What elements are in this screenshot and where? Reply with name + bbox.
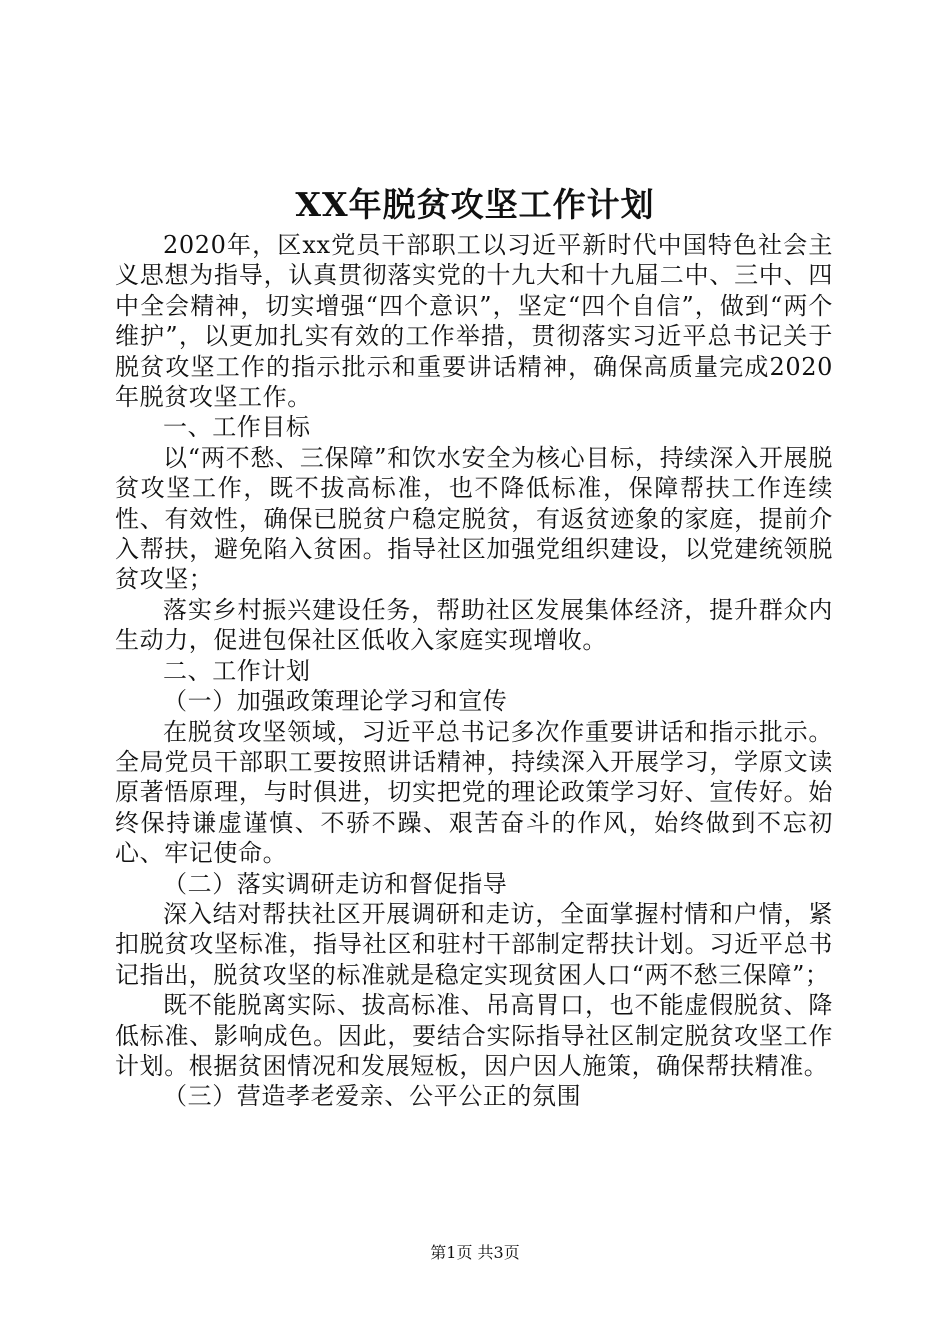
subsection-heading-2: （二）落实调研走访和督促指导 — [163, 869, 508, 898]
subsection-heading-1: （一）加强政策理论学习和宣传 — [163, 687, 508, 716]
plan-paragraph-1: 在脱贫攻坚领域，习近平总书记多次作重要讲话和指示批示。全局党员干部职工要按照讲话精神，持续深入开展学习，学原文读原著悟原理，与时俱进，切实把党的理论政策学习好、宣传好。始终保持谦虚谨慎、不骄不躁、艰苦奋斗的作风，始终做到不忘初心、牢记使命。 — [115, 717, 833, 868]
subsection-heading-3: （三）营造孝老爱亲、公平公正的氛围 — [163, 1082, 582, 1111]
plan-paragraph-3: 既不能脱离实际、拔高标准、吊高胃口，也不能虚假脱贫、降低标准、影响成色。因此，要结合实际指导社区制定脱贫攻坚工作计划。根据贫困情况和发展短板，因户因人施策，确保帮扶精准。 — [115, 991, 833, 1080]
document-body — [115, 230, 833, 1112]
goals-paragraph-2: 落实乡村振兴建设任务，帮助社区发展集体经济，提升群众内生动力，促进包保社区低收入家庭实现增收。 — [115, 595, 833, 655]
document-title: XX年脱贫攻坚工作计划 — [295, 185, 655, 224]
section-heading-goals: 一、工作目标 — [163, 413, 311, 442]
section-heading-plan: 二、工作计划 — [163, 656, 311, 685]
goals-paragraph-1: 以“两不愁、三保障”和饮水安全为核心目标，持续深入开展脱贫攻坚工作，既不拔高标准，也不降低标准，保障帮扶工作连续性、有效性，确保已脱贫户稳定脱贫，有返贫迹象的家庭，提前介入帮扶，避免陷入贫困。指导社区加强党组织建设，以党建统领脱贫攻坚； — [115, 443, 833, 594]
intro-paragraph: 2020年，区xx党员干部职工以习近平新时代中国特色社会主义思想为指导，认真贯彻落实党的十九大和十九届二中、三中、四中全会精神，切实增强“四个意识”，坚定“四个自信”，做到“两个维护”，以更加扎实有效的工作举措，贯彻落实习近平总书记关于脱贫攻坚工作的指示批示和重要讲话精神，确保高质量完成2020年脱贫攻坚工作。 — [115, 231, 833, 412]
page-footer: 第1页 共3页 — [430, 1243, 520, 1262]
plan-paragraph-2: 深入结对帮扶社区开展调研和走访，全面掌握村情和户情，紧扣脱贫攻坚标准，指导社区和驻村干部制定帮扶计划。习近平总书记指出，脱贫攻坚的标准就是稳定实现贫困人口“两不愁三保障”； — [115, 899, 833, 989]
